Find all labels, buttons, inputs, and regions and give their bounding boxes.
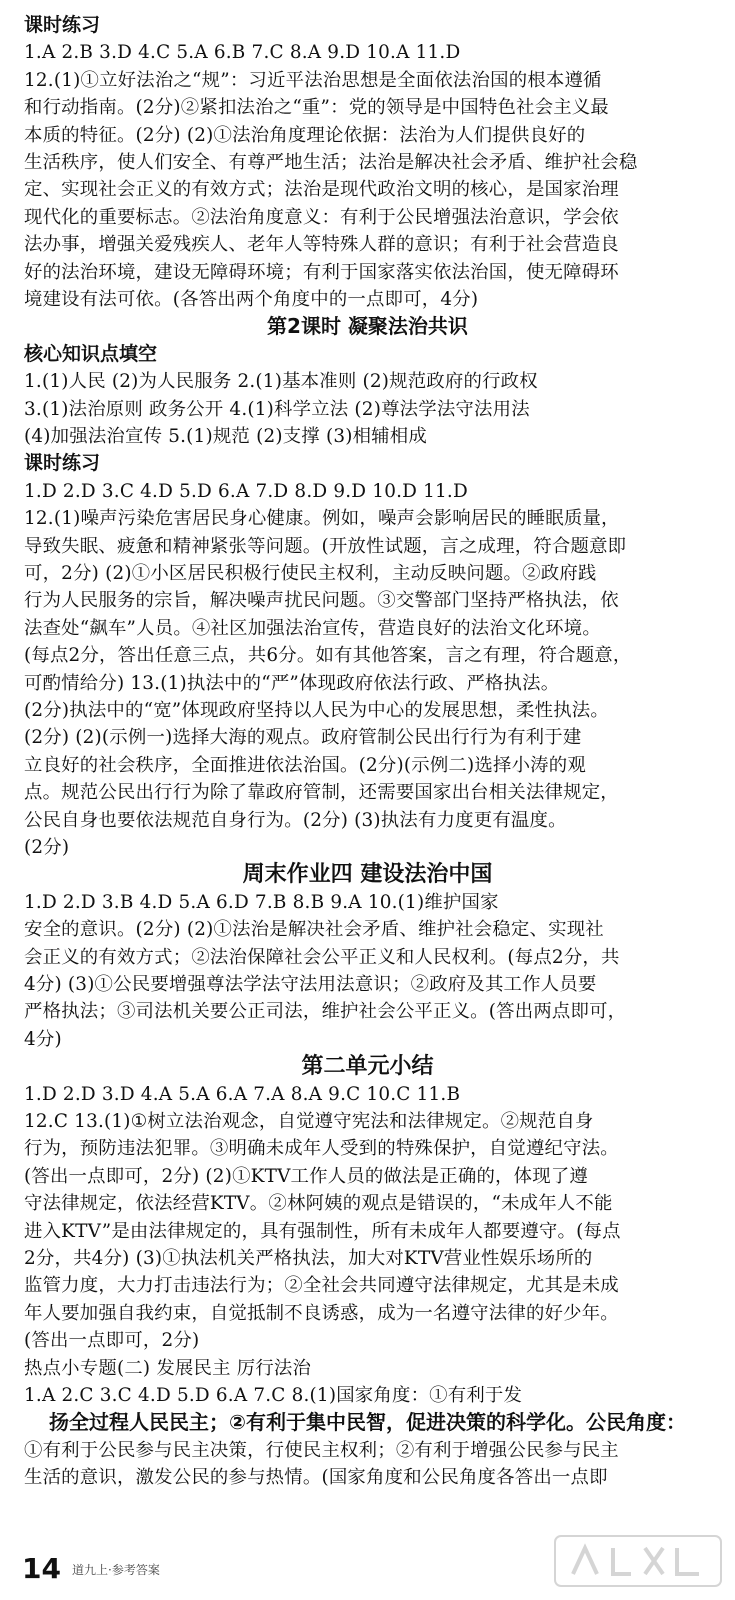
answer-line: (2分)执法中的“宽”体现政府坚持以人民为中心的发展思想，柔性执法。 bbox=[24, 700, 609, 721]
answer-line: ①有利于公民参与民主决策，行使民主权利；②有利于增强公民参与民主 bbox=[24, 1439, 619, 1461]
section-label: 核心知识点填空 bbox=[24, 342, 158, 365]
watermark-logo bbox=[553, 1530, 723, 1592]
answer-line: 12.(1)①立好法治之“规”：习近平法治思想是全面依法治国的根本遵循 bbox=[24, 69, 602, 91]
answer-line: 导致失眠、疲惫和精神紧张等问题。(开放性试题，言之成理，符合题意即 bbox=[24, 535, 627, 557]
answer-line: 进入KTV”是由法律规定的，具有强制性，所有未成年人都要遵守。(每点 bbox=[24, 1220, 621, 1242]
answer-line: 本质的特征。(2分) (2)①法治角度理论依据：法治为人们提供良好的 bbox=[24, 124, 586, 146]
answer-line: (答出一点即可，2分) (2)①KTV工作人员的做法是正确的，体现了遵 bbox=[24, 1165, 588, 1187]
answer-line: 法查处“飙车”人员。④社区加强法治宣传，营造良好的法治文化环境。 bbox=[24, 617, 601, 639]
answer-line: (2分) (2)(示例一)选择大海的观点。政府管制公民出行行为有利于建 bbox=[24, 727, 582, 749]
answer-line: 1.(1)人民 (2)为人民服务 2.(1)基本准则 (2)规范政府的行政权 bbox=[24, 371, 538, 393]
section-label: 课时练习 bbox=[24, 452, 101, 475]
answer-line: (每点2分，答出任意三点，共6分。如有其他答案，言之有理，符合题意， bbox=[24, 645, 632, 667]
answer-line: 监管力度，大力打击违法行为；②全社会共同遵守法律规定，尤其是未成 bbox=[24, 1275, 619, 1297]
answer-line: 会正义的有效方式；②法治保障社会公平正义和人民权利。(每点2分，共 bbox=[24, 946, 620, 968]
answer-line: 点。规范公民出行行为除了靠政府管制，还需要国家出台相关法律规定， bbox=[24, 782, 619, 804]
answer-line: 12.C 13.(1)①树立法治观念，自觉遵守宪法和法律规定。②规范自身 bbox=[24, 1111, 594, 1132]
answer-line: 可，2分) (2)①小区居民积极行使民主权利，主动反映问题。②政府践 bbox=[24, 563, 597, 584]
section-title: 第2课时 凝聚法治共识 bbox=[267, 314, 468, 339]
answer-line: 热点小专题(二) 发展民主 厉行法治 bbox=[24, 1357, 312, 1379]
answer-line: 2分，共4分) (3)①执法机关严格执法，加大对KTV营业性娱乐场所的 bbox=[24, 1248, 593, 1269]
section-title: 周末作业四 建设法治中国 bbox=[242, 862, 493, 888]
section-label: 课时练习 bbox=[24, 14, 101, 36]
answer-line: 1.A 2.B 3.D 4.C 5.A 6.B 7.C 8.A 9.D 10.A 11.D bbox=[24, 42, 461, 64]
answer-line: 可酌情给分) 13.(1)执法中的“严”体现政府依法行政、严格执法。 bbox=[24, 672, 560, 694]
answer-line: 境建设有法可依。(各答出两个角度中的一点即可，4分) bbox=[24, 289, 479, 310]
answer-line: 公民自身也要依法规范自身行为。(2分) (3)执法有力度更有温度。 bbox=[24, 809, 567, 831]
answer-line: 和行动指南。(2分)②紧扣法治之“重”：党的领导是中国特色社会主义最 bbox=[24, 97, 609, 119]
answer-line: 行为人民服务的宗旨，解决噪声扰民问题。③交警部门坚持严格执法，依 bbox=[24, 590, 619, 612]
section-title: 扬全过程人民民主；②有利于集中民智，促进决策的科学化。公民角度： bbox=[49, 1410, 686, 1435]
answer-line: 生活秩序，使人们安全、有尊严地生活；法治是解决社会矛盾、维护社会稳 bbox=[24, 152, 638, 173]
answer-line: 4分) (3)①公民要增强尊法学法守法用法意识；②政府及其工作人员要 bbox=[24, 974, 597, 995]
answer-line: 现代化的重要标志。②法治角度意义：有利于公民增强法治意识，学会依 bbox=[24, 206, 619, 228]
answer-line: 12.(1)噪声污染危害居民身心健康。例如，噪声会影响居民的睡眠质量， bbox=[24, 508, 620, 530]
answer-line: (答出一点即可，2分) bbox=[24, 1330, 200, 1352]
answer-line: 1.A 2.C 3.C 4.D 5.D 6.A 7.C 8.(1)国家角度：①有利于发 bbox=[24, 1385, 523, 1406]
answer-line: 行为，预防违法犯罪。③明确未成年人受到的特殊保护，自觉遵纪守法。 bbox=[24, 1138, 619, 1160]
answer-line: 法办事，增强关爱残疾人、老年人等特殊人群的意识；有利于社会营造良 bbox=[24, 234, 619, 256]
footer-label: 道九上·参考答案 bbox=[72, 1563, 160, 1577]
answer-line: 1.D 2.D 3.C 4.D 5.D 6.A 7.D 8.D 9.D 10.D 11.D bbox=[24, 480, 468, 502]
answer-line: 定、实现社会正义的有效方式；法治是现代政治文明的核心，是国家治理 bbox=[24, 179, 619, 201]
page-number: 14 bbox=[22, 1552, 61, 1585]
answer-line: 1.D 2.D 3.D 4.A 5.A 6.A 7.A 8.A 9.C 10.C 11.B bbox=[24, 1083, 461, 1105]
answer-line: 守法律规定，依法经营KTV。②林阿姨的观点是错误的，“未成年人不能 bbox=[24, 1193, 613, 1215]
answer-line: 3.(1)法治原则 政务公开 4.(1)科学立法 (2)尊法学法守法用法 bbox=[24, 398, 530, 420]
answer-line: (4)加强法治宣传 5.(1)规范 (2)支撑 (3)相辅相成 bbox=[24, 426, 427, 447]
answer-line: 生活的意识，激发公民的参与热情。(国家角度和公民角度各答出一点即 bbox=[24, 1467, 608, 1489]
answer-line: 年人要加强自我约束，自觉抵制不良诱惑，成为一名遵守法律的好少年。 bbox=[24, 1302, 619, 1324]
answer-line: 立良好的社会秩序，全面推进依法治国。(2分)(示例二)选择小涛的观 bbox=[24, 754, 586, 776]
answer-line: 安全的意识。(2分) (2)①法治是解决社会矛盾、维护社会稳定、实现社 bbox=[24, 919, 604, 941]
answer-line: 4分) bbox=[24, 1028, 62, 1050]
answer-line: 好的法治环境，建设无障碍环境；有利于国家落实依法治国，使无障碍环 bbox=[24, 261, 619, 283]
answer-line: 1.D 2.D 3.B 4.D 5.A 6.D 7.B 8.B 9.A 10.(1)维护国家 bbox=[24, 891, 499, 913]
answer-line: (2分) bbox=[24, 837, 70, 858]
answer-line: 严格执法；③司法机关要公正司法，维护社会公平正义。(答出两点即可， bbox=[24, 1001, 627, 1023]
section-title: 第二单元小结 bbox=[301, 1054, 434, 1080]
